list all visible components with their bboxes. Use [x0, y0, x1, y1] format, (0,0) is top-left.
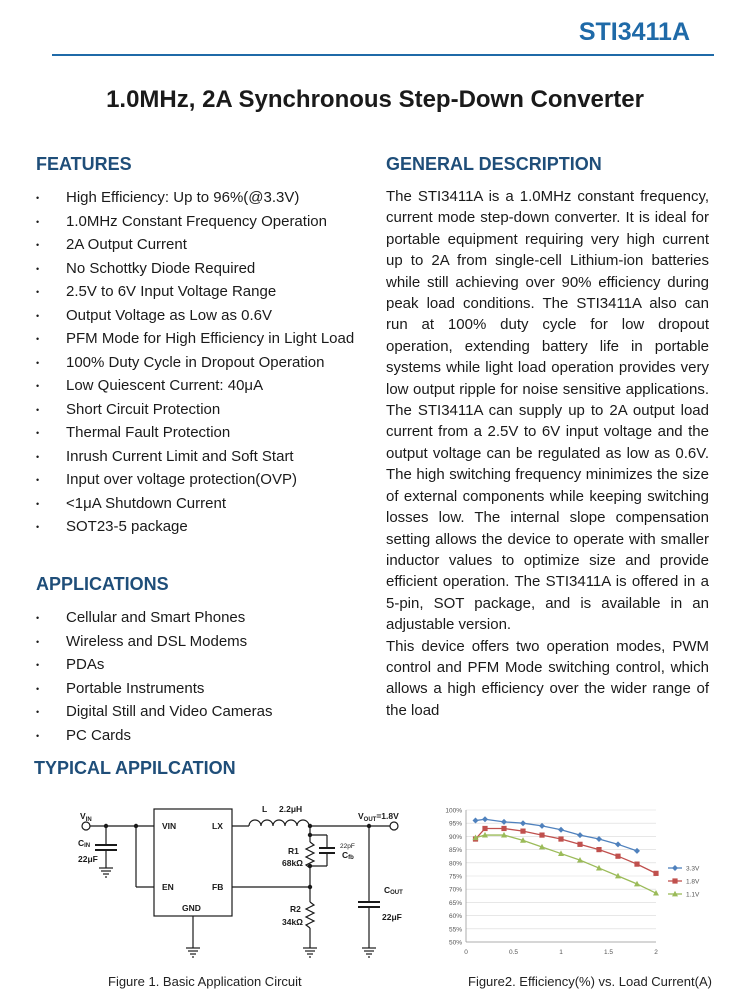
feature-item: • 2A Output Current [36, 233, 356, 257]
feature-item: • SOT23-5 package [36, 515, 356, 539]
figure2-caption: Figure2. Efficiency(%) vs. Load Current(A) [468, 974, 712, 989]
series-line-1.1V [476, 835, 657, 893]
data-point [577, 842, 582, 847]
application-item: • PC Cards [36, 724, 356, 748]
y-tick-label: 65% [448, 899, 462, 907]
vin-label: $V_{IN}$ [80, 811, 92, 823]
vin-terminal [82, 822, 90, 830]
application-item: • Digital Still and Video Cameras [36, 700, 356, 724]
general-description-heading: GENERAL DESCRIPTION [386, 154, 602, 174]
feature-item: • 2.5V to 6V Input Voltage Range [36, 280, 356, 304]
y-tick-label: 80% [448, 860, 462, 868]
inductor [249, 820, 309, 826]
feature-item: • <1μA Shutdown Current [36, 492, 356, 516]
pin-fb-label: FB [212, 882, 224, 892]
applications-list [36, 606, 356, 747]
r1-value: 68kΩ [282, 858, 303, 868]
application-item: • Wireless and DSL Modems [36, 630, 356, 654]
figure1-caption: Figure 1. Basic Application Circuit [108, 974, 302, 989]
ground-symbol [362, 948, 376, 957]
pin-lx-label: LX [212, 821, 223, 831]
cout-label: COUT [384, 885, 403, 896]
y-tick-label: 55% [448, 926, 462, 934]
data-point [596, 836, 602, 842]
description-paragraph: This device offers two operation modes, PWM control and PFM Mode switching control, which allows a high efficiency over the wider range of the load [386, 637, 709, 719]
feature-item: • No Schottky Diode Required [36, 257, 356, 281]
data-point [577, 832, 583, 838]
cff-value: 22pF [340, 843, 355, 850]
y-tick-label: 75% [448, 873, 462, 881]
r2-resistor [306, 902, 314, 928]
data-point [558, 836, 563, 841]
pin-vin-label: VIN [162, 821, 177, 831]
y-tick-label: 100% [445, 807, 462, 815]
feature-item: • 1.0MHz Constant Frequency Operation [36, 210, 356, 234]
y-tick-label: 70% [448, 886, 462, 894]
pin-gnd-label: GND [182, 903, 201, 913]
data-point [634, 848, 640, 854]
application-circuit [70, 798, 420, 968]
ground-symbol [303, 948, 317, 957]
feature-item: • Inrush Current Limit and Soft Start [36, 445, 356, 469]
x-tick-label: 0.5 [508, 949, 519, 956]
description-paragraph: The STI3411A is a 1.0MHz constant frequency, current mode step-down converter. It is ideal for portable equipment requiring very high current up to 2A from single-cell Lithium-ion batteries while still achieving over 90% efficiency during peak load conditions. The STI3411A also can run at 100% duty cycle for low dropout operation, extending battery life in portable systems while light load operation provides very low output ripple for noise sensitive applications. The STI3411A can supply up to 2A output load current from a 2.5V to 6V input voltage and the output voltage can be regulated as low as 0.6V. The high switching frequency minimizes the size of external components while keeping switching losses low. The internal slope compensation setting allows the device to operate with smaller inductor values to optimize size and provide efficient operation. The STI3411A is offered in a 5-pin, SOT package, and is available in an adjustable version. [386, 188, 709, 634]
typical-application-heading: TYPICAL APPILCATION [34, 758, 236, 778]
cff-label: Cfb [342, 850, 354, 861]
document-title: 1.0MHz, 2A Synchronous Step-Down Converter [106, 86, 644, 113]
data-point [482, 816, 488, 822]
inductor-label: L [262, 804, 268, 814]
features-heading: FEATURES [36, 154, 132, 174]
data-point [501, 826, 506, 831]
feature-item: • PFM Mode for High Efficiency in Light Load [36, 327, 356, 351]
inductor-value: 2.2μH [279, 804, 303, 814]
features-list [36, 186, 356, 539]
data-point [473, 818, 479, 824]
feature-item: • Short Circuit Protection [36, 398, 356, 422]
data-point [520, 820, 526, 826]
feature-item: • High Efficiency: Up to 96%(@3.3V) [36, 186, 356, 210]
legend-label: 1.1V [686, 891, 700, 899]
y-tick-label: 85% [448, 847, 462, 855]
data-point [539, 823, 545, 829]
data-point [615, 854, 620, 859]
r1-label: R1 [288, 846, 299, 856]
x-tick-label: 1.5 [603, 949, 614, 956]
data-point [501, 819, 507, 825]
applications-heading: APPLICATIONS [36, 574, 169, 594]
x-tick-label: 1 [559, 949, 563, 956]
y-tick-label: 60% [448, 913, 462, 921]
general-description [386, 186, 709, 721]
application-item: • Cellular and Smart Phones [36, 606, 356, 630]
feature-item: • Low Quiescent Current: 40μA [36, 374, 356, 398]
ground-symbol [99, 868, 113, 877]
x-tick-label: 2 [654, 949, 658, 956]
part-number: STI3411A [578, 18, 690, 46]
cout-value: 22μF [382, 912, 402, 922]
cin-value: 22μF [78, 854, 98, 864]
legend-marker [672, 878, 677, 883]
data-point [596, 847, 601, 852]
vout-terminal [390, 822, 398, 830]
feature-item: • Thermal Fault Protection [36, 421, 356, 445]
pin-en-label: EN [162, 882, 174, 892]
r2-label: R2 [290, 904, 301, 914]
legend-label: 1.8V [686, 878, 700, 886]
efficiency-chart [432, 800, 712, 970]
data-point [482, 826, 487, 831]
cin-label: CIN [78, 838, 91, 849]
legend-marker [672, 865, 678, 871]
y-tick-label: 90% [448, 833, 462, 841]
data-point [520, 829, 525, 834]
data-point [539, 832, 544, 837]
header-rule [52, 54, 714, 56]
data-point [634, 862, 639, 867]
ground-symbol [186, 948, 200, 957]
data-point [558, 827, 564, 833]
x-tick-label: 0 [464, 949, 468, 956]
r2-value: 34kΩ [282, 917, 303, 927]
data-point [653, 871, 658, 876]
application-item: • PDAs [36, 653, 356, 677]
y-tick-label: 50% [448, 939, 462, 947]
application-item: • Portable Instruments [36, 677, 356, 701]
data-point [615, 841, 621, 847]
feature-item: • 100% Duty Cycle in Dropout Operation [36, 351, 356, 375]
feature-item: • Input over voltage protection(OVP) [36, 468, 356, 492]
legend-label: 3.3V [686, 865, 700, 873]
feature-item: • Output Voltage as Low as 0.6V [36, 304, 356, 328]
vout-label: $V_{OUT}=1.8V$ [358, 811, 399, 823]
y-tick-label: 95% [448, 820, 462, 828]
